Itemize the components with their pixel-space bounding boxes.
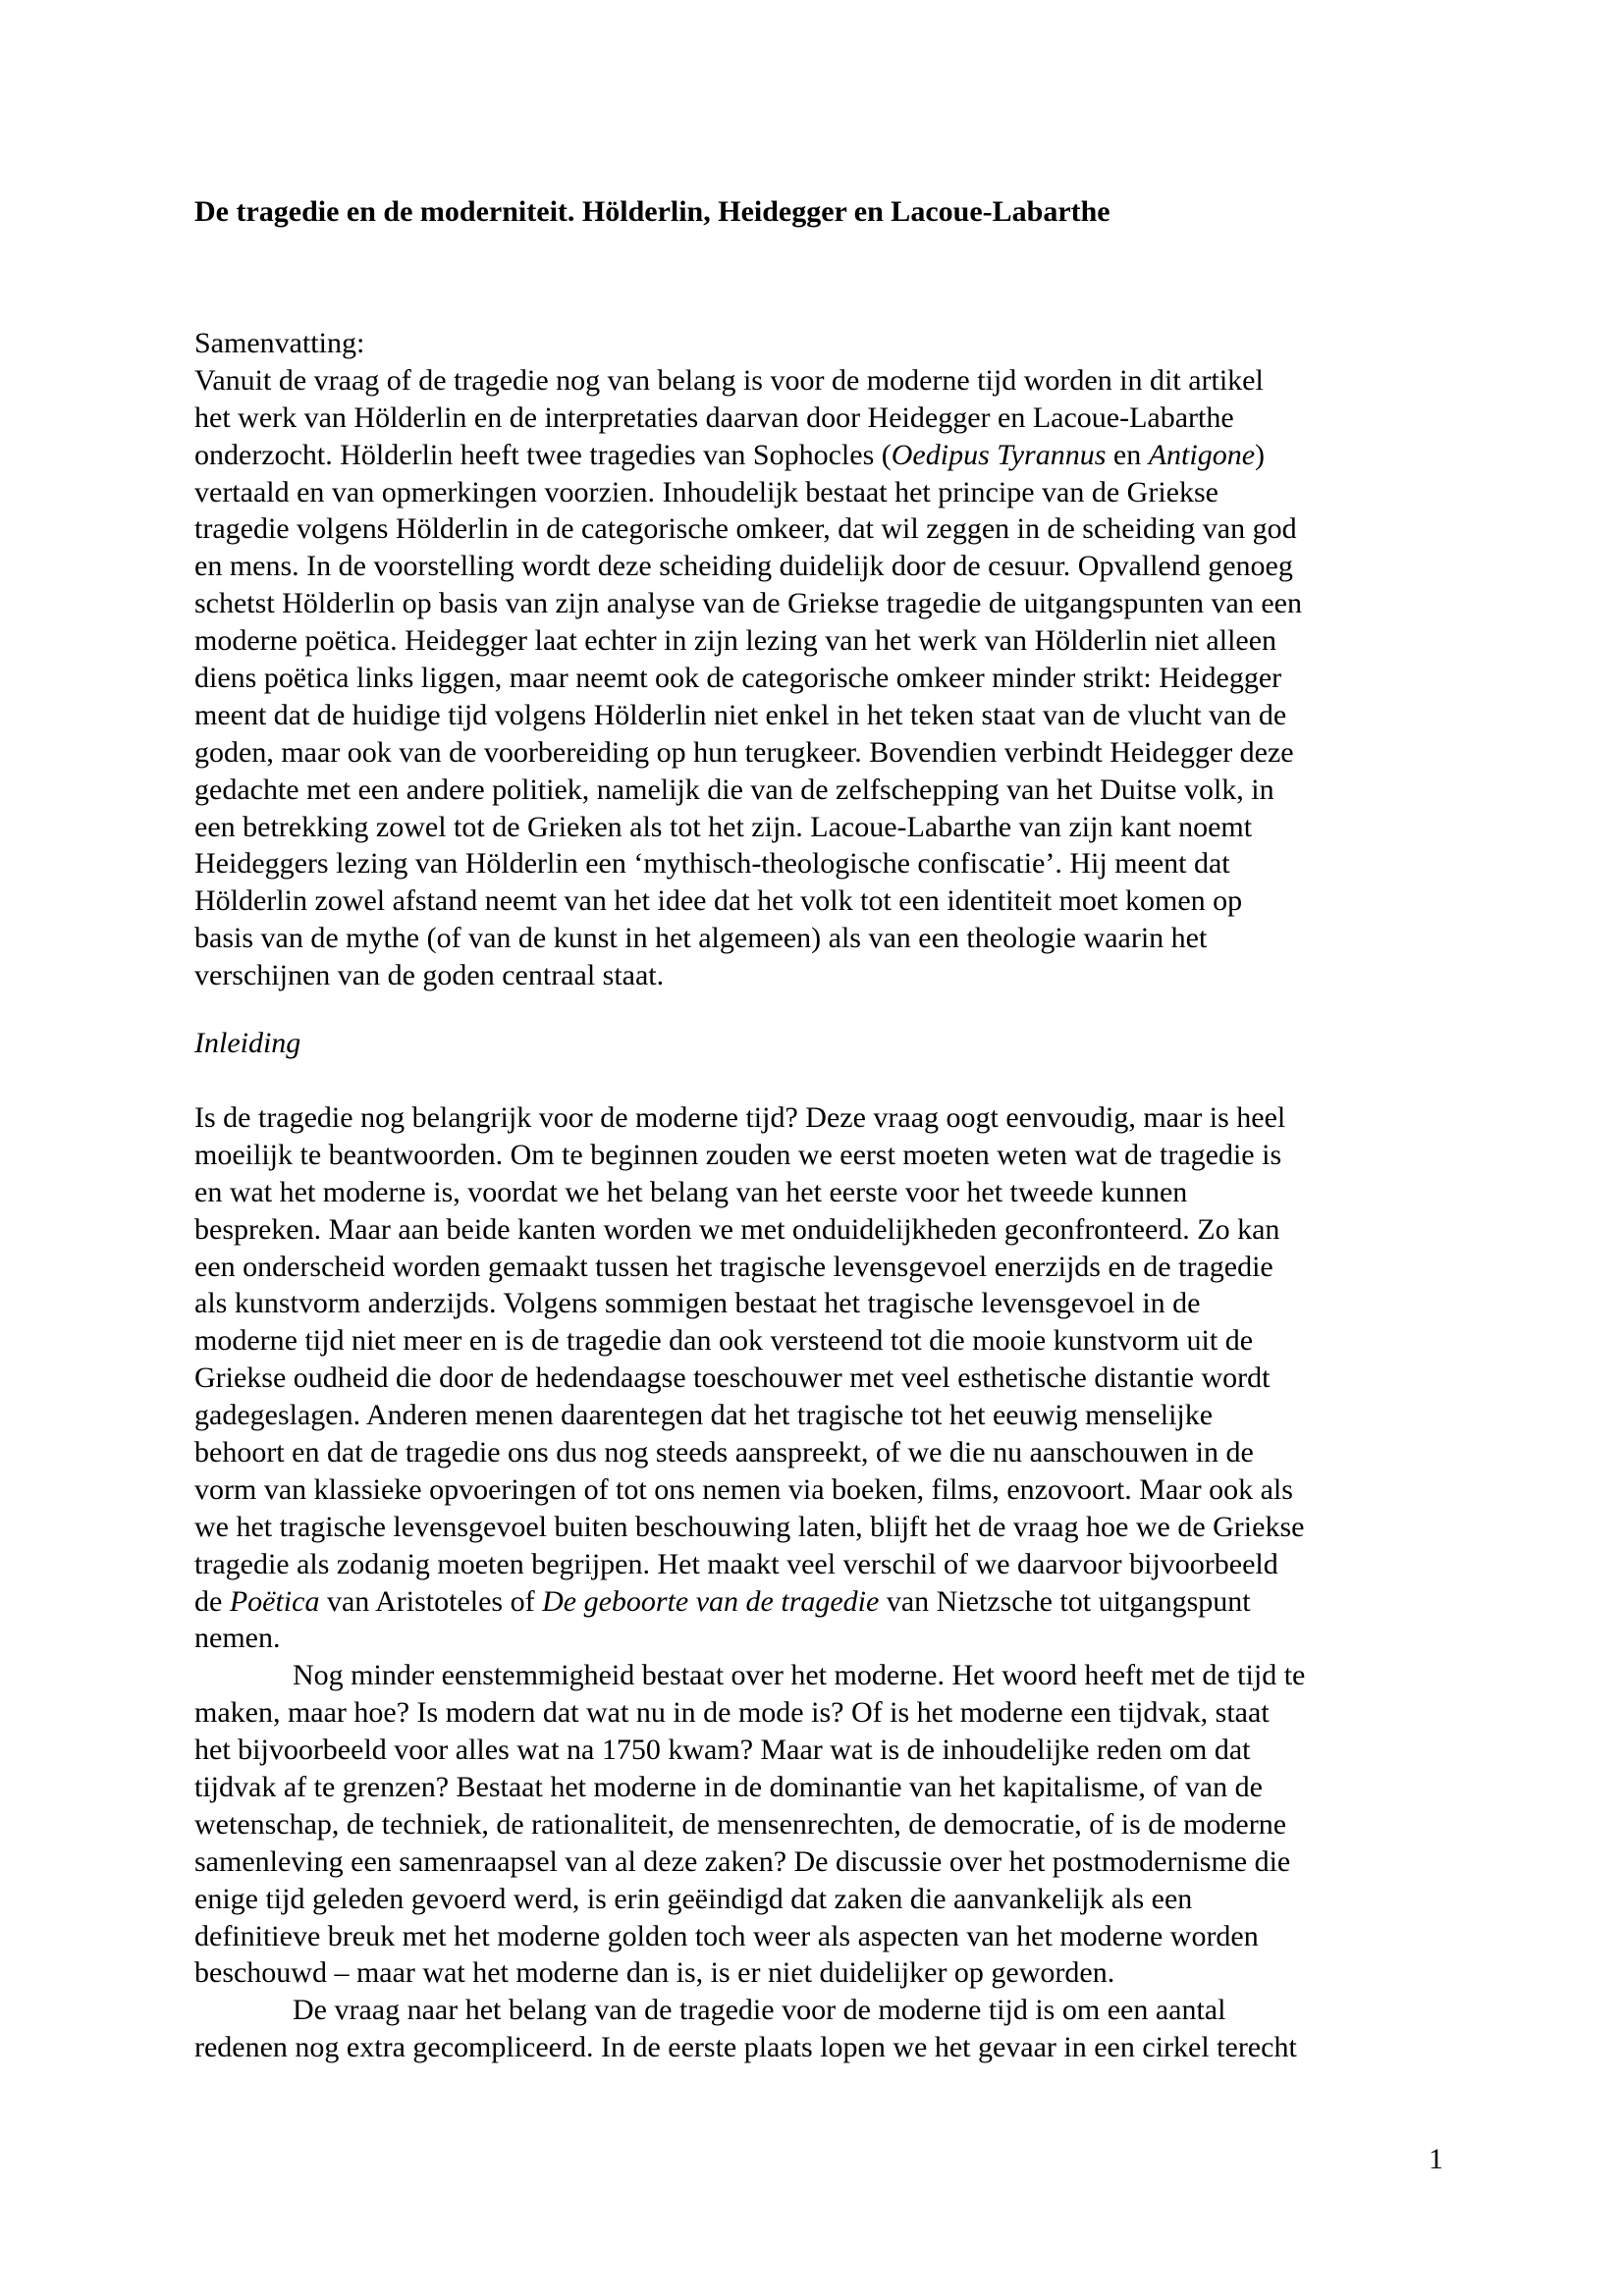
summary-line: het werk van Hölderlin en de interpretaties daarvan door Heidegger en Lacoue-Labarthe [194, 400, 1234, 434]
intro-line [194, 1583, 1441, 1621]
paragraph3-line: redenen nog extra gecompliceerd. In de eerste plaats lopen we het gevaar in een cirkel terecht [194, 2031, 1297, 2064]
summary-line: verschijnen van de goden centraal staat. [194, 959, 665, 992]
intro-section [194, 1099, 1441, 2066]
summary-line: Heideggers lezing van Hölderlin een ‘mythisch-theologische confiscatie’. Hij meent dat [194, 847, 1230, 881]
summary-line-text: onderzocht. Hölderlin heeft twee tragedies van Sophocles ( [194, 438, 892, 471]
summary-label: Samenvatting: [194, 327, 365, 359]
intro-line: moderne tijd niet meer en is de tragedie dan ook versteend tot die mooie kunstvorm uit de [194, 1324, 1254, 1358]
summary-line: vertaald en van opmerkingen voorzien. Inhoudelijk bestaat het principe van de Griekse [194, 475, 1218, 508]
summary-line: Vanuit de vraag of de tragedie nog van belang is voor de moderne tijd worden in dit artikel [194, 363, 1264, 397]
intro-line-text: de [194, 1584, 230, 1618]
summary-line: moderne poëtica. Heidegger laat echter in zijn lezing van het werk van Hölderlin niet alleen [194, 624, 1277, 658]
summary-line: een betrekking zowel tot de Grieken als tot het zijn. Lacoue-Labarthe van zijn kant noemt [194, 810, 1253, 843]
intro-line: als kunstvorm anderzijds. Volgens sommigen bestaat het tragische levensgevoel in de [194, 1287, 1201, 1320]
title-text: De tragedie en de moderniteit. Hölderlin, Heidegger en Lacoue-Labarthe [194, 195, 1110, 228]
summary-line: goden, maar ook van de voorbereiding op hun terugkeer. Bovendien verbindt Heidegger deze [194, 735, 1294, 769]
summary-line: meent dat de huidige tijd volgens Hölderlin niet enkel in het teken staat van de vlucht van de [194, 698, 1287, 731]
paragraph2-line: Nog minder eenstemmigheid bestaat over het moderne. Het woord heeft met de tijd te [293, 1659, 1306, 1692]
summary-line: schetst Hölderlin op basis van zijn analyse van de Griekse tragedie de uitgangspunten van een [194, 587, 1302, 620]
intro-line: bespreken. Maar aan beide kanten worden we met onduidelijkheden geconfronteerd. Zo kan [194, 1212, 1280, 1246]
summary-line: basis van de mythe (of van de kunst in het algemeen) als van een theologie waarin het [194, 922, 1208, 955]
intro-line: gadegeslagen. Anderen menen daarentegen dat het tragische tot het eeuwig menselijke [194, 1399, 1214, 1432]
document-title [194, 192, 1441, 232]
paragraph2-line: definitieve breuk met het moderne golden toch weer als aspecten van het moderne worden [194, 1919, 1259, 1952]
intro-line: moeilijk te beantwoorden. Om te beginnen zouden we eerst moeten weten wat de tragedie is [194, 1138, 1282, 1171]
intro-line: behoort en dat de tragedie ons dus nog steeds aanspreekt, of we die nu aanschouwen in de [194, 1436, 1254, 1469]
intro-line: Griekse oudheid die door de hedendaagse toeschouwer met veel esthetische distantie wordt [194, 1362, 1271, 1395]
intro-line: tragedie als zodanig moeten begrijpen. Het maakt veel verschil of we daarvoor bijvoorbeeld [194, 1547, 1278, 1580]
summary-line: Hölderlin zowel afstand neemt van het idee dat het volk tot een identiteit moet komen op [194, 884, 1243, 918]
intro-line: Is de tragedie nog belangrijk voor de moderne tijd? Deze vraag oogt eenvoudig, maar is heel [194, 1101, 1286, 1134]
summary-section [194, 325, 1441, 994]
title-antigone: Antigone [1148, 438, 1256, 471]
intro-line-text: van Nietzsche tot uitgangspunt [879, 1584, 1251, 1618]
intro-heading [194, 1025, 1441, 1062]
title-poetica: Poëtica [229, 1584, 320, 1618]
intro-line: een onderscheid worden gemaakt tussen het tragische levensgevoel enerzijds en de tragedie [194, 1250, 1273, 1283]
title-geboorte-tragedie: De geboorte van de tragedie [542, 1584, 880, 1618]
paragraph2-line: enige tijd geleden gevoerd werd, is erin geëindigd dat zaken die aanvankelijk als een [194, 1882, 1193, 1915]
paragraph2-line: het bijvoorbeeld voor alles wat na 1750 kwam? Maar wat is de inhoudelijke reden om dat [194, 1734, 1251, 1767]
summary-line: en mens. In de voorstelling wordt deze scheiding duidelijk door de cesuur. Opvallend genoeg [194, 550, 1293, 583]
paragraph3-line: De vraag naar het belang van de tragedie voor de moderne tijd is om een aantal [293, 1994, 1226, 2027]
paragraph2-line: samenleving een samenraapsel van al deze zaken? De discussie over het postmodernisme die [194, 1844, 1291, 1878]
paragraph2-line: wetenschap, de techniek, de rationaliteit, de mensenrechten, de democratie, of is de moderne [194, 1807, 1287, 1841]
intro-heading-text: Inleiding [194, 1027, 301, 1059]
summary-line [194, 437, 1441, 474]
intro-line-text: van Aristoteles of [319, 1584, 543, 1618]
summary-line-text: ) [1255, 438, 1266, 471]
summary-line: diens poëtica links liggen, maar neemt ook de categorische omkeer minder strikt: Heidegger [194, 662, 1282, 695]
paragraph2-line: beschouwd – maar wat het moderne dan is, is er niet duidelijker op geworden. [194, 1956, 1115, 1990]
paragraph2-line: maken, maar hoe? Is modern dat wat nu in de mode is? Of is het moderne een tijdvak, staat [194, 1696, 1270, 1730]
title-oedipus: Oedipus Tyrannus [891, 438, 1107, 471]
intro-line: nemen. [194, 1622, 281, 1655]
summary-line-text: en [1106, 438, 1149, 471]
intro-line: en wat het moderne is, voordat we het belang van het eerste voor het tweede kunnen [194, 1175, 1188, 1208]
page-number: 1 [1429, 2143, 1443, 2175]
summary-line: tragedie volgens Hölderlin in de categorische omkeer, dat wil zeggen in de scheiding van god [194, 512, 1297, 546]
paragraph2-line: tijdvak af te grenzen? Bestaat het moderne in de dominantie van het kapitalisme, of van de [194, 1771, 1263, 1804]
intro-line: vorm van klassieke opvoeringen of tot ons nemen via boeken, films, enzovoort. Maar ook als [194, 1472, 1293, 1506]
summary-line: gedachte met een andere politiek, namelijk die van de zelfschepping van het Duitse volk, in [194, 773, 1274, 806]
intro-line: we het tragische levensgevoel buiten beschouwing laten, blijft het de vraag hoe we de Griekse [194, 1510, 1305, 1543]
